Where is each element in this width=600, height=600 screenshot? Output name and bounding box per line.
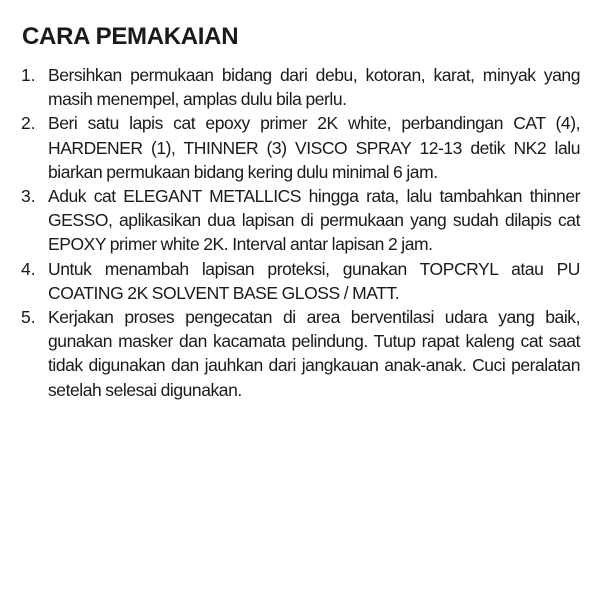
instruction-step-5 — [0, 305, 580, 402]
instruction-list — [0, 63, 600, 402]
instruction-step-2 — [0, 111, 580, 184]
step-text: Aduk cat ELEGANT METALLICS hingga rata, lalu tambahkan thinner GESSO, aplikasikan dua lapisan di permukaan yang sudah dilapis cat EPOXY primer white 2K. Interval antar lapisan 2 jam. — [48, 186, 580, 255]
step-number: 3. — [21, 186, 36, 207]
instruction-step-4 — [0, 257, 580, 305]
instruction-step-1 — [0, 63, 580, 111]
step-text: Bersihkan permukaan bidang dari debu, kotoran, karat, minyak yang masih menempel, amplas dulu bila perlu. — [48, 65, 580, 110]
step-text: Beri satu lapis cat epoxy primer 2K white, perbandingan CAT (4), HARDENER (1), THINNER (3) VISCO SPRAY 12-13 detik NK2 lalu biarkan permukaan bidang kering dulu minimal 6 jam. — [48, 113, 580, 182]
step-text: Kerjakan proses pengecatan di area berventilasi udara yang baik, gunakan masker dan kacamata pelindung. Tutup rapat kaleng cat saat tidak digunakan dan jauhkan dari jangkauan anak-anak. Cuci peralatan setelah selesai digunakan. — [48, 307, 580, 400]
step-text: Untuk menambah lapisan proteksi, gunakan TOPCRYL atau PU COATING 2K SOLVENT BASE GLOSS / MATT. — [48, 258, 580, 303]
step-number: 1. — [21, 65, 36, 85]
page-title: CARA PEMAKAIAN — [22, 23, 239, 50]
instruction-step-3 — [0, 184, 580, 257]
step-number: 4. — [21, 258, 36, 279]
step-number: 2. — [21, 113, 36, 134]
step-number: 5. — [21, 307, 36, 328]
